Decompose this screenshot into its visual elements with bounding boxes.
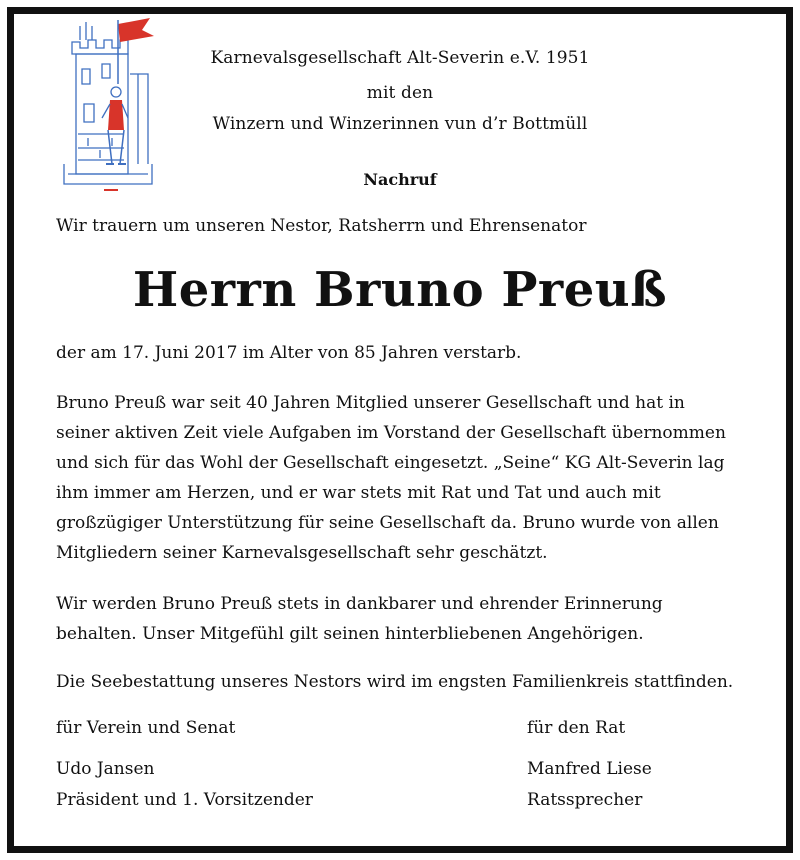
right-signature-role: Ratssprecher [527,790,643,810]
paragraph-line: großzügiger Unterstützung für seine Gesellschaft da. Bruno wurde von allen [56,513,719,533]
right-signature-label: für den Rat [527,718,626,738]
remembrance-paragraph [56,589,756,649]
paragraph-line: und sich für das Wohl der Gesellschaft eingesetzt. „Seine“ KG Alt-Severin lag [56,453,725,473]
intro-line: Wir trauern um unseren Nestor, Ratsherrn und Ehrensenator [56,216,587,236]
burial-note: Die Seebestattung unseres Nestors wird im engsten Familienkreis stattfinden. [56,672,734,692]
paragraph-line: Wir werden Bruno Preuß stets in dankbarer und ehrender Erinnerung [56,594,663,614]
right-signature-name: Manfred Liese [527,759,652,779]
notice-title: Nachruf [363,170,437,189]
left-signature-role: Präsident und 1. Vorsitzender [56,790,313,810]
society-name: Karnevalsgesellschaft Alt-Severin e.V. 1951 [210,48,590,68]
left-signature-label: für Verein und Senat [56,718,236,738]
paragraph-line: Mitgliedern seiner Karnevalsgesellschaft sehr geschätzt. [56,543,548,563]
tribute-paragraph [56,388,756,568]
paragraph-line: Bruno Preuß war seit 40 Jahren Mitglied unserer Gesellschaft und hat in [56,393,685,413]
header-connector: mit den [366,83,434,103]
paragraph-line: ihm immer am Herzen, und er war stets mit Rat und Tat und auch mit [56,483,661,503]
society-logo-illustration [58,14,158,192]
paragraph-line: seiner aktiven Zeit viele Aufgaben im Vorstand der Gesellschaft übernommen [56,423,726,443]
deceased-name: Herrn Bruno Preuß [132,262,668,318]
left-signature-name: Udo Jansen [56,759,155,779]
death-line: der am 17. Juni 2017 im Alter von 85 Jahren verstarb. [56,343,522,363]
paragraph-line: behalten. Unser Mitgefühl gilt seinen hinterbliebenen Angehörigen. [56,624,644,644]
partner-group: Winzern und Winzerinnen vun d’r Bottmüll [212,114,588,134]
